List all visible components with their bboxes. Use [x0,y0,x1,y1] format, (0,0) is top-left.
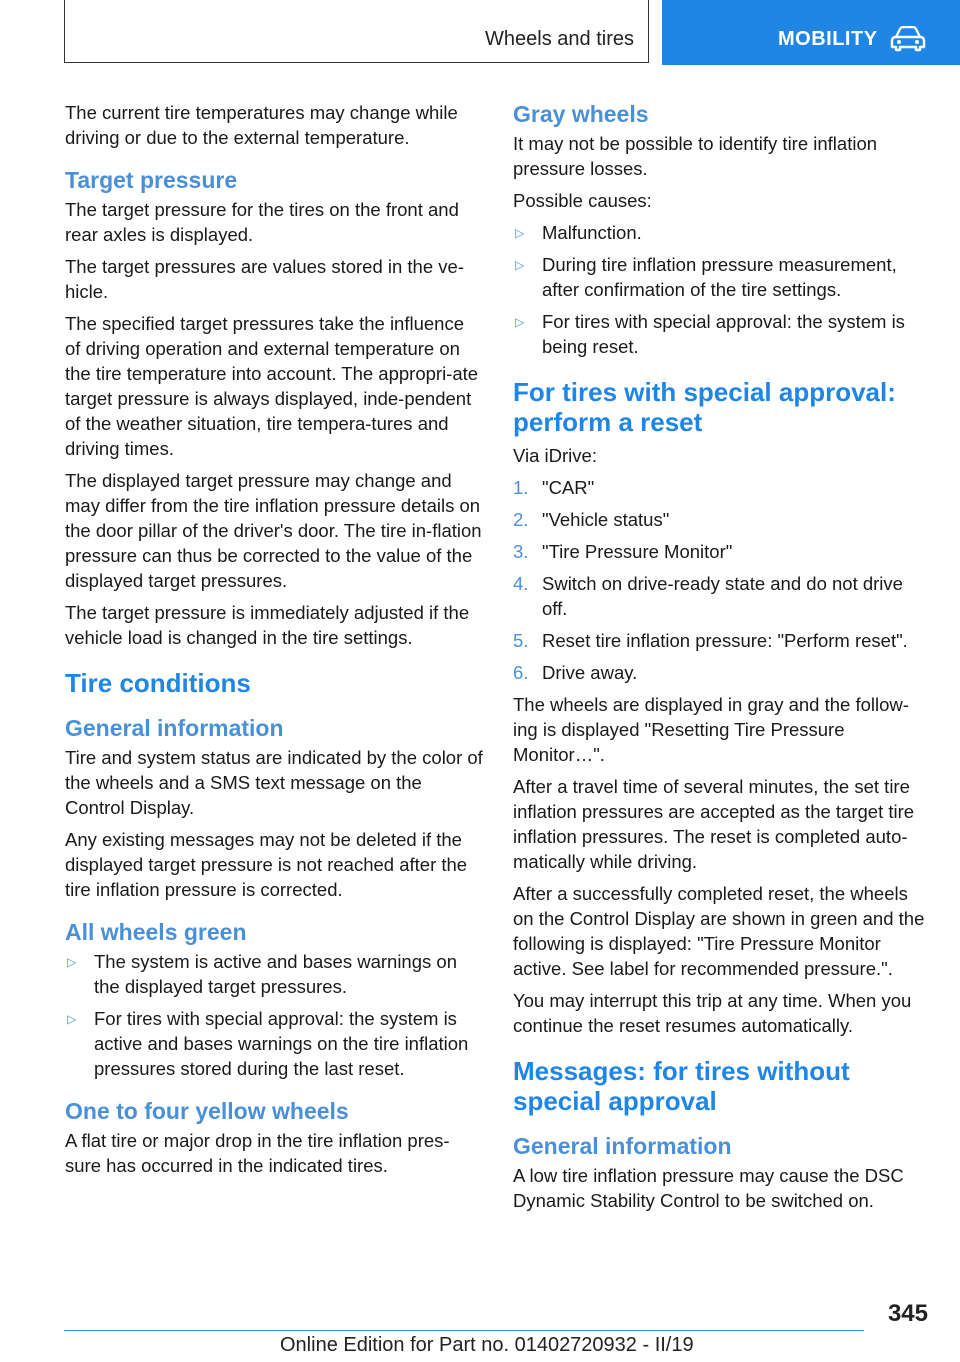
list-item: ▷ Malfunction. [513,220,933,245]
step-item: 6. Drive away. [513,662,638,683]
paragraph: Any existing messages may not be deleted if the displayed target pressure is not reached after the tire inflation pressure is corrected. [65,829,468,900]
paragraph: Possible causes: [513,190,652,211]
all-wheels-green-heading: All wheels green [65,919,247,945]
triangle-bullet-icon: ▷ [67,955,77,969]
footer-edition: Online Edition for Part no. 01402720932 - II/19 [280,1334,694,1356]
step-item: 2. "Vehicle status" [513,509,670,530]
paragraph: Via iDrive: [513,445,597,466]
gray-wheels-heading: Gray wheels [513,101,649,127]
messages-heading: Messages: for tires without special approval [513,1056,850,1116]
step-number: 1. [513,477,529,498]
step-number: 3. [513,541,529,562]
paragraph: The wheels are displayed in gray and the follow-ing is displayed "Resetting Tire Pressure Monitor…". [513,694,909,765]
paragraph: After a travel time of several minutes, the set tire inflation pressures are accepted as the target tire inflation pressures. The reset is completed auto-matically while driving. [513,776,915,872]
step-item: 4. Switch on drive-ready state and do not drive off. [513,573,903,619]
paragraph: The specified target pressures take the influence of driving operation and external temperature on the tire temperature into account. The appropri-ate target pressure is always displayed, inde-pendent of the weather situation, tire tempera-tures and driving times. [65,313,479,459]
triangle-bullet-icon: ▷ [515,226,525,240]
step-number: 6. [513,662,529,683]
list-item: ▷ For tires with special approval: the system is being reset. [515,311,905,357]
triangle-bullet-icon: ▷ [67,1012,77,1026]
paragraph: You may interrupt this trip at any time. When you continue the reset resumes automatically. [513,990,912,1036]
header-chapter-tab[interactable] [662,0,960,65]
target-pressure-heading: Target pressure [65,167,238,193]
right-column [513,100,933,1220]
list-item: ▷ During tire inflation pressure measurement, after confirmation of the tire settings. [515,254,897,300]
car-icon [890,26,926,52]
footer-divider [64,1330,864,1331]
page-header [0,0,960,66]
page-number: 345 [887,1300,928,1327]
header-section-box [64,0,649,63]
step-number: 5. [513,630,529,651]
header-chapter-title: MOBILITY [778,28,878,50]
step-item: 1. "CAR" [513,477,595,498]
paragraph: Tire and system status are indicated by the color of the wheels and a SMS text message on the Control Display. [65,747,483,818]
paragraph: The target pressure for the tires on the front and rear axles is displayed. [65,199,459,245]
perform-reset-heading: For tires with special approval: perform a reset [513,377,896,437]
causes-list [513,220,933,359]
paragraph: The target pressures are values stored in the ve-hicle. [65,256,464,302]
triangle-bullet-icon: ▷ [515,258,525,272]
step-number: 4. [513,573,529,594]
step-item: 3. "Tire Pressure Monitor" [513,541,733,562]
tire-conditions-heading: Tire conditions [65,668,251,698]
header-section-title: Wheels and tires [485,28,634,50]
paragraph: A low tire inflation pressure may cause the DSC Dynamic Stability Control to be switched on. [513,1165,904,1211]
step-item: 5. Reset tire inflation pressure: "Perform reset". [513,630,908,651]
left-column [65,100,483,1185]
paragraph: It may not be possible to identify tire inflation pressure losses. [513,133,878,179]
paragraph: After a successfully completed reset, the wheels on the Control Display are shown in green and the following is displayed: "Tire Pressure Monitor active. See label for recommended pressure.". [513,883,925,979]
step-number: 2. [513,509,529,530]
general-information-heading: General information [65,715,284,741]
reset-steps [513,475,933,685]
general-information-heading: General information [513,1133,732,1159]
paragraph: A flat tire or major drop in the tire inflation pres-sure has occurred in the indicated tires. [65,1130,450,1176]
paragraph: The target pressure is immediately adjusted if the vehicle load is changed in the tire settings. [65,602,470,648]
yellow-wheels-heading: One to four yellow wheels [65,1098,349,1124]
paragraph: The displayed target pressure may change and may differ from the tire inflation pressure details on the door pillar of the driver's door. The tire in-flation pressure can thus be corrected to the value of the displayed target pressures. [65,470,482,591]
list-item: ▷ For tires with special approval: the system is active and bases warnings on the tire inflation pressures stored during the last reset. [67,1008,469,1079]
list-item: ▷ The system is active and bases warnings on the displayed target pressures. [67,951,457,997]
green-list [65,949,483,1081]
triangle-bullet-icon: ▷ [515,315,525,329]
intro-paragraph: The current tire temperatures may change while driving or due to the external temperature. [65,102,458,148]
